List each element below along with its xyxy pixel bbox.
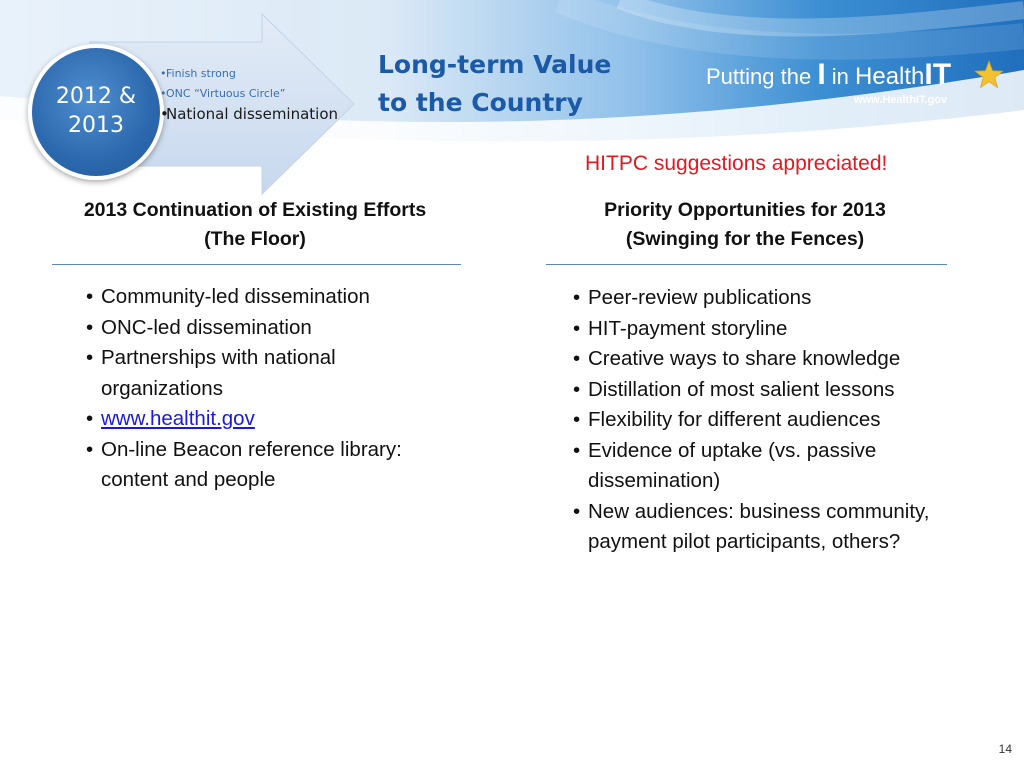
right-heading-line2: (Swinging for the Fences) — [625, 228, 865, 250]
right-bullet-list — [573, 283, 968, 558]
list-item: • Flexibility for different audiences — [573, 405, 968, 436]
list-item: • On-line Beacon reference library: content and people — [86, 435, 416, 496]
slide-title: Long-term Value to the Country — [378, 50, 612, 117]
list-item: • Creative ways to share knowledge — [573, 344, 968, 375]
hitpc-note: HITPC suggestions appreciated! — [585, 152, 888, 175]
right-heading-line1: Priority Opportunities for 2013 — [604, 199, 886, 221]
right-column-heading — [530, 196, 960, 254]
logo-text-5: IT — [924, 58, 952, 91]
list-item-link-wrapper — [86, 404, 416, 435]
left-divider — [52, 264, 461, 265]
timeline-item: • ONC “Virtuous Circle” — [160, 84, 350, 104]
list-item: • Peer-review publications — [573, 283, 968, 314]
timeline-item: • Finish strong — [160, 64, 350, 84]
left-heading-line1: 2013 Continuation of Existing Efforts — [83, 199, 427, 221]
timeline-item: • National dissemination — [160, 104, 350, 124]
page-number: 14 — [998, 742, 1012, 756]
list-item: • New audiences: business community, payment pilot participants, others? — [573, 497, 968, 558]
left-heading-line2: (The Floor) — [204, 228, 306, 250]
list-item: • Evidence of uptake (vs. passive dissemination) — [573, 436, 968, 497]
list-item: • Distillation of most salient lessons — [573, 375, 968, 406]
left-column-heading — [20, 196, 490, 254]
star-icon — [974, 60, 1004, 90]
year-label: 2012 & 2013 — [55, 84, 137, 138]
year-badge — [28, 44, 164, 180]
list-item: • HIT-payment storyline — [573, 314, 968, 345]
list-item: • ONC-led dissemination — [86, 313, 416, 344]
logo-url: www.HealthIT.gov — [854, 94, 948, 106]
logo-text-1: Putting the — [706, 64, 818, 89]
healthit-link[interactable]: www.healthit.gov — [101, 407, 255, 430]
right-divider — [546, 264, 947, 265]
logo-wordmark — [706, 58, 951, 92]
healthit-logo — [706, 58, 1006, 114]
logo-text-4: Health — [855, 63, 925, 90]
timeline-list — [160, 64, 350, 124]
logo-text-2: I — [817, 58, 826, 91]
list-item: • Partnerships with national organizations — [86, 343, 416, 404]
logo-text-3: in — [825, 64, 856, 89]
list-item: • Community-led dissemination — [86, 282, 416, 313]
left-bullet-list — [86, 282, 416, 496]
